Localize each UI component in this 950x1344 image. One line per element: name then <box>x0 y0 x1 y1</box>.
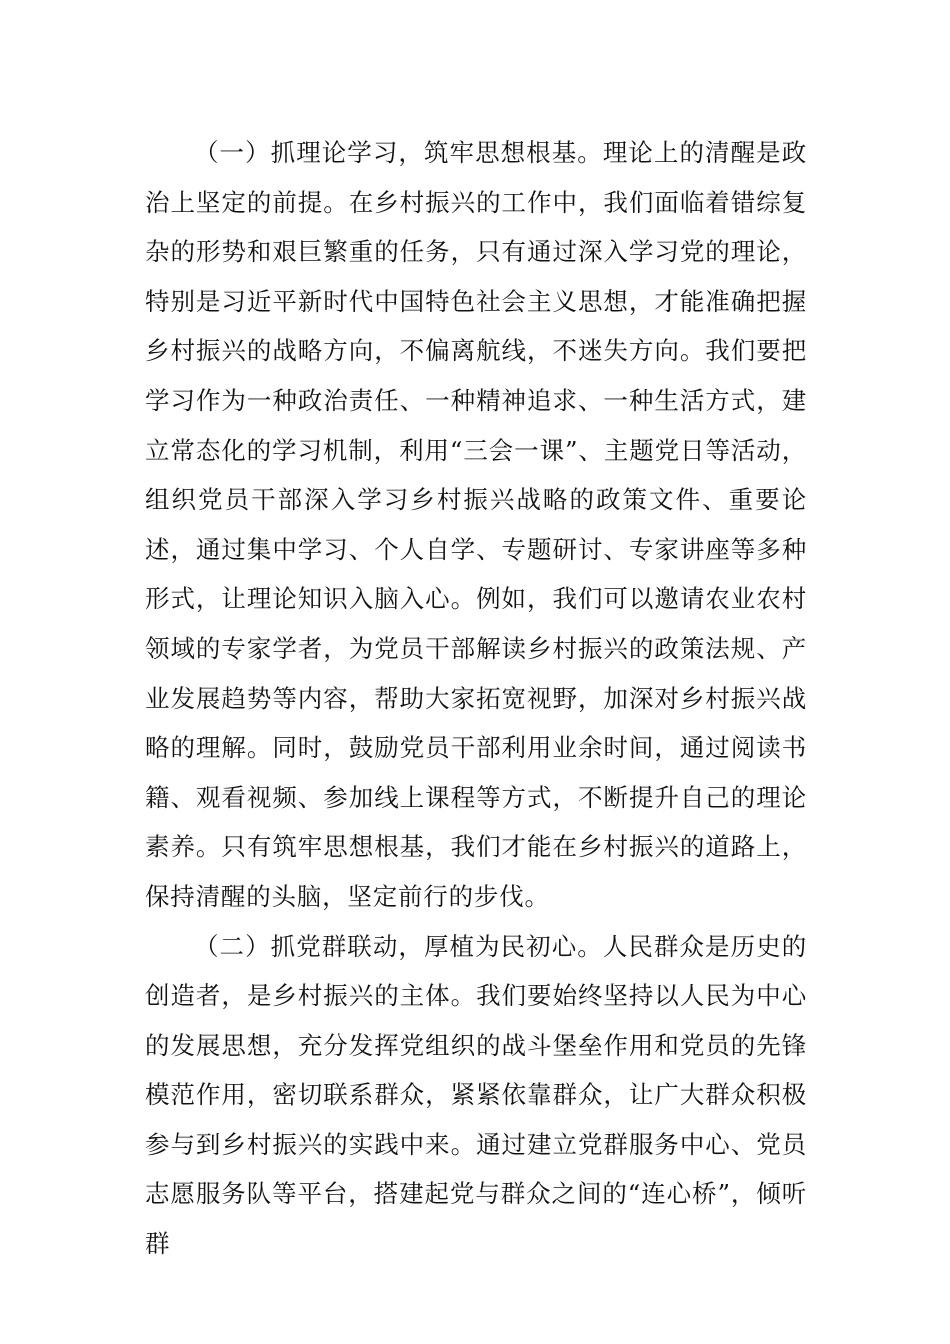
paragraph-theory-study: （一）抓理论学习，筑牢思想根基。理论上的清醒是政治上坚定的前提。在乡村振兴的工作中，我们面临着错综复杂的形势和艰巨繁重的任务，只有通过深入学习党的理论，特别是习近平新时代中国特色社会主义思想，才能准确把握乡村振兴的战略方向，不偏离航线，不迷失方向。我们要把学习作为一种政治责任、一种精神追求、一种生活方式，建立常态化的学习机制，利用“三会一课”、主题党日等活动，组织党员干部深入学习乡村振兴战略的政策文件、重要论述，通过集中学习、个人自学、专题研讨、专家讲座等多种形式，让理论知识入脑入心。例如，我们可以邀请农业农村领域的专家学者，为党员干部解读乡村振兴的政策法规、产业发展趋势等内容，帮助大家拓宽视野，加深对乡村振兴战略的理解。同时，鼓励党员干部利用业余时间，通过阅读书籍、观看视频、参加线上课程等方式，不断提升自己的理论素养。只有筑牢思想根基，我们才能在乡村振兴的道路上，保持清醒的头脑，坚定前行的步伐。 <box>145 138 807 911</box>
paragraph-party-mass-linkage: （二）抓党群联动，厚植为民初心。人民群众是历史的创造者，是乡村振兴的主体。我们要始终坚持以人民为中心的发展思想，充分发挥党组织的战斗堡垒作用和党员的先锋模范作用，密切联系群众，紧紧依靠群众，让广大群众积极参与到乡村振兴的实践中来。通过建立党群服务中心、党员志愿服务队等平台，搭建起党与群众之间的“连心桥”，倾听群 <box>145 931 807 1259</box>
document-body <box>145 128 807 1269</box>
